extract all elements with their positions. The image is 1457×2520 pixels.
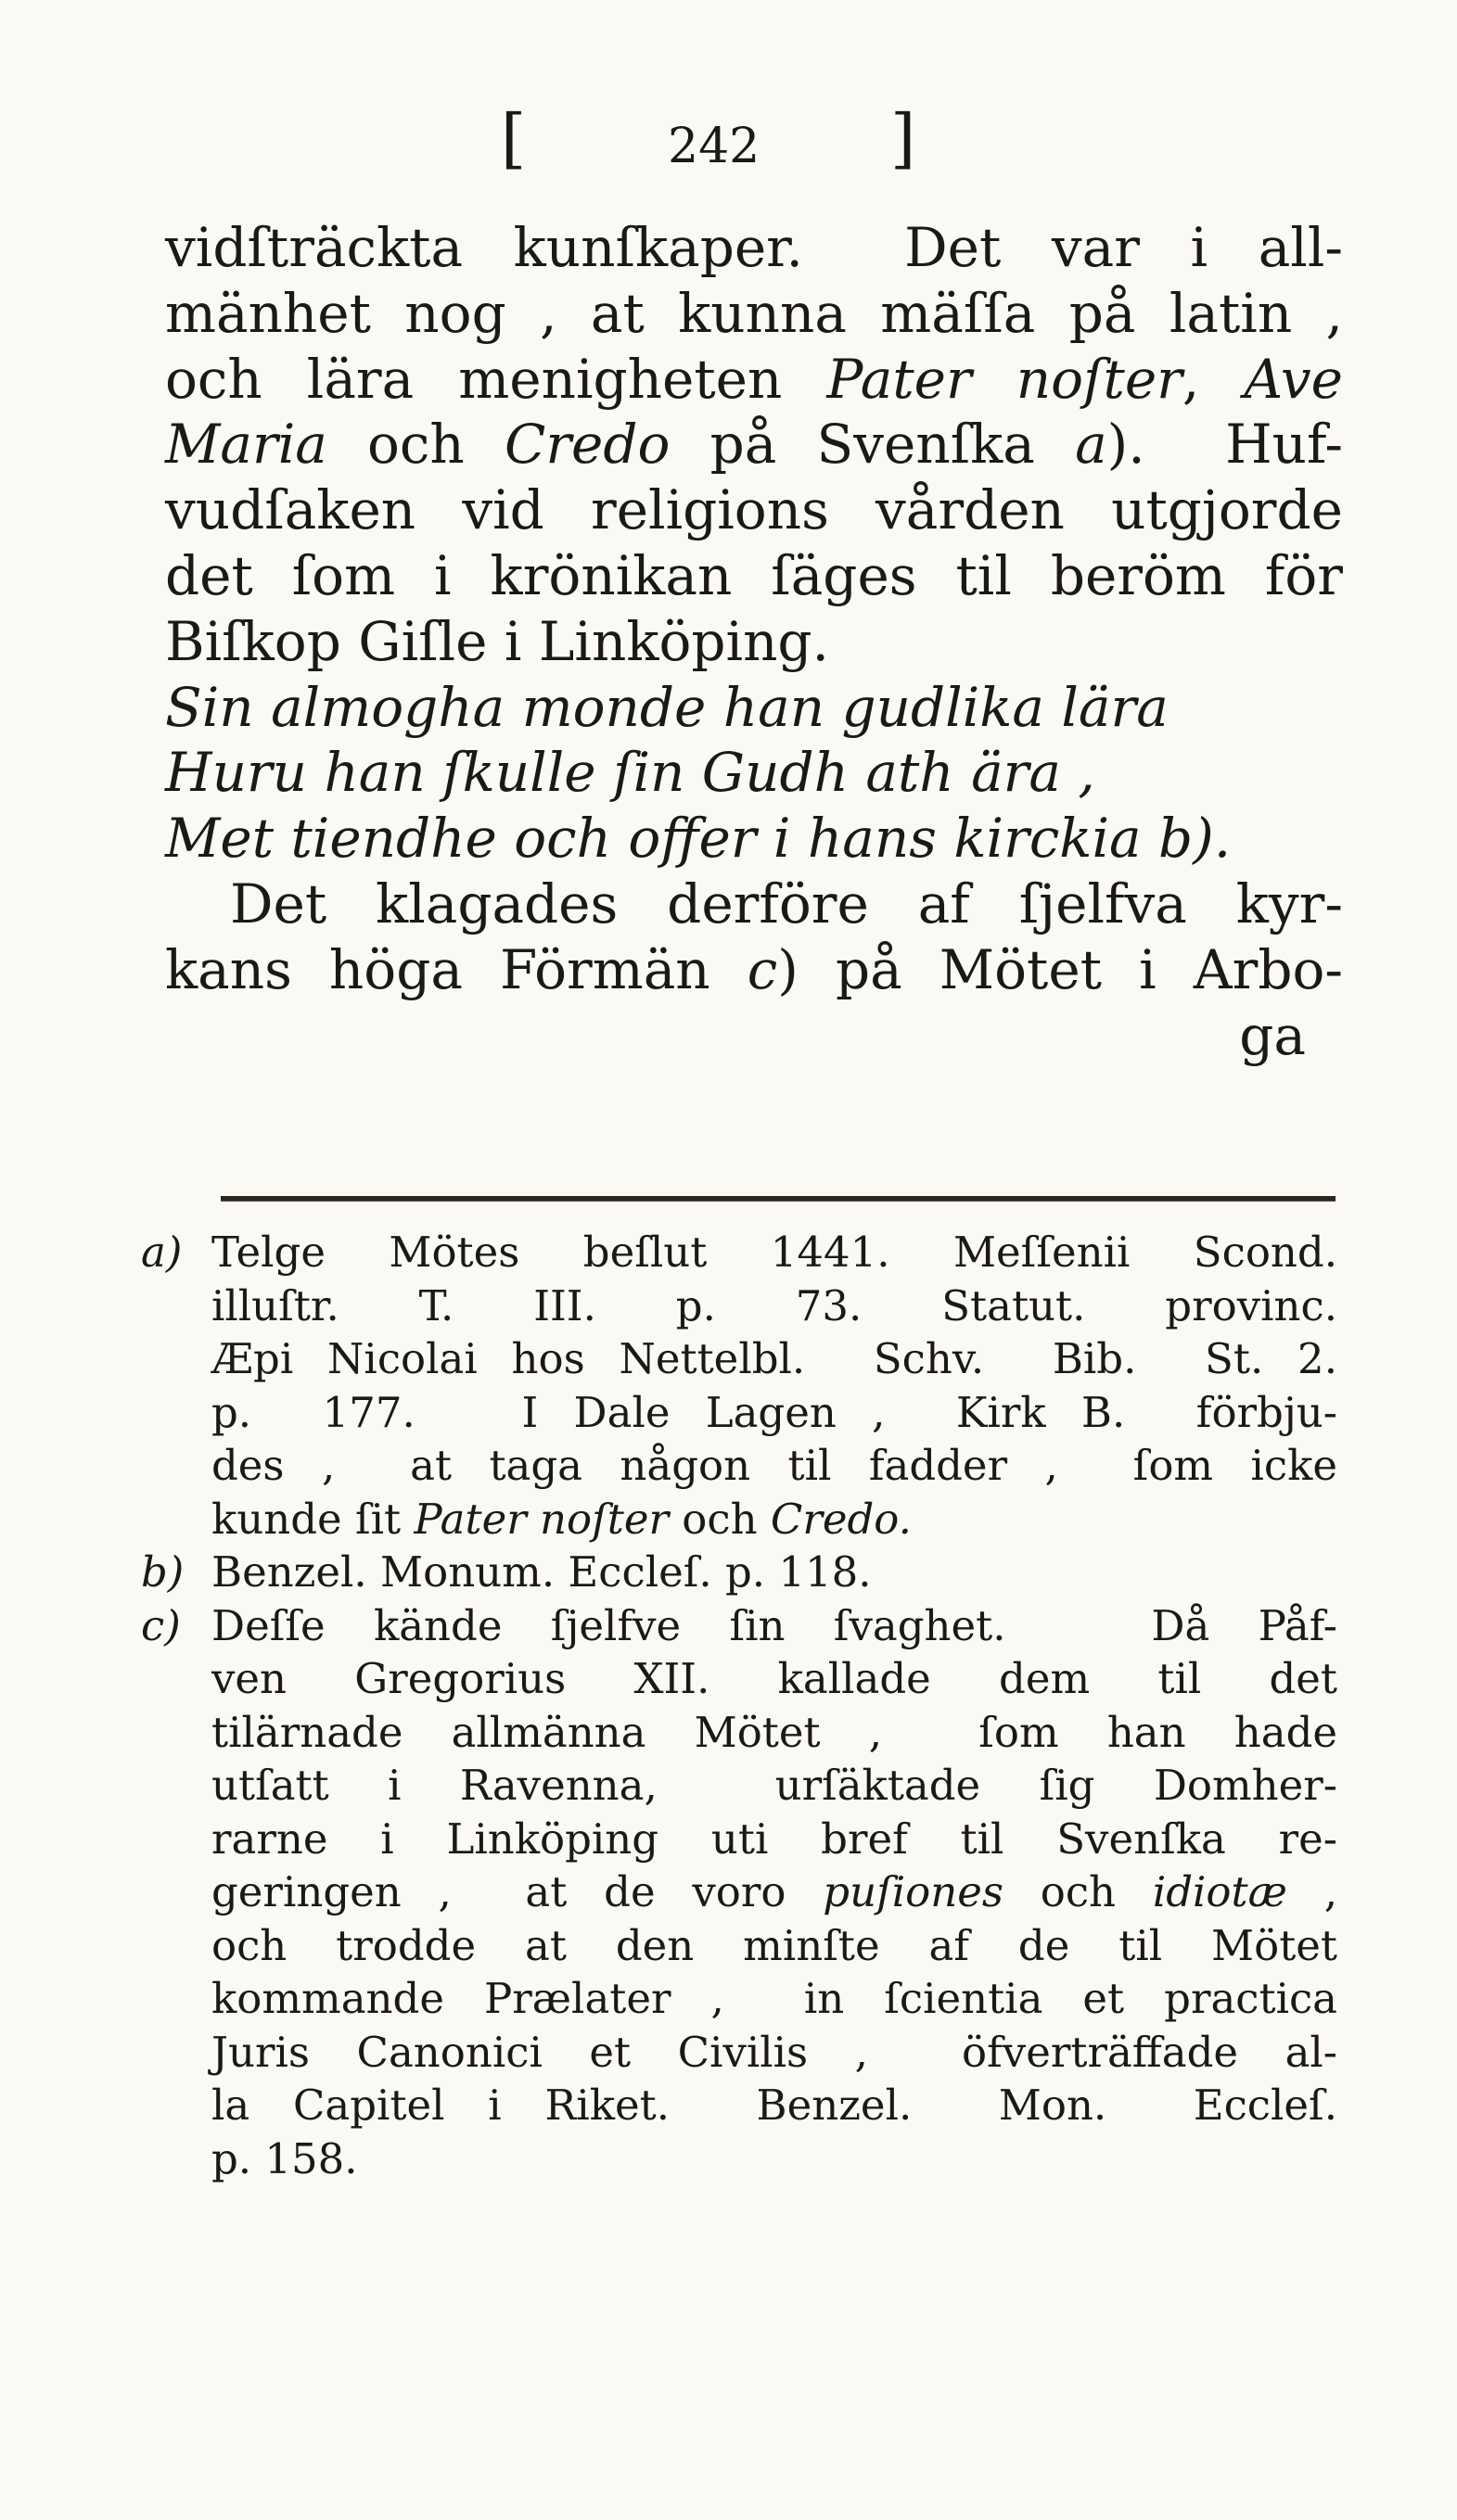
text-run: Benzel. Monum. Eccleſ. p. 118. <box>211 1547 872 1597</box>
text-line <box>165 347 1343 413</box>
text-run: la Capitel i Riket. Benzel. Mon. Eccleſ. <box>211 2081 1337 2130</box>
footnote-line <box>141 1759 1337 1813</box>
text-line: vidſträckta kunſkaper. Det var i all- <box>165 216 1343 279</box>
footnote-line <box>141 1813 1337 1866</box>
footnote-line <box>141 1652 1337 1706</box>
text-run: och <box>326 413 505 477</box>
footnote-divider <box>221 1196 1336 1202</box>
text-run: des , at taga någon til fadder , ſom icke <box>211 1441 1337 1490</box>
text-run: och trodde at den minſte af de til Mötet <box>211 1920 1337 1970</box>
footnote-line <box>141 1599 1337 1653</box>
text-run: p. 158. <box>211 2133 358 2183</box>
text-run: c <box>747 937 778 1001</box>
text-run: , <box>1182 347 1245 411</box>
text-line: ga <box>1239 1003 1306 1067</box>
text-run: Met tiendhe och offer i hans kirckia b <box>165 807 1194 871</box>
page-header <box>482 100 946 184</box>
header-bracket-right: ] <box>890 100 916 176</box>
text-run: Juris Canonici et Civilis , öfverträffade al- <box>211 2027 1337 2077</box>
footnotes <box>141 1226 1337 2185</box>
text-line: det ſom i krönikan ſäges til beröm för <box>165 543 1343 607</box>
footnote-marker: c) <box>141 1600 181 1650</box>
text-run: puſiones <box>823 1867 1003 1916</box>
text-line: mänhet nog , at kunna mäſſa på latin , <box>165 281 1343 345</box>
text-run: illuſtr. T. III. p. 73. Statut. provinc. <box>211 1280 1337 1330</box>
text-run: och lära menigheten <box>165 347 827 411</box>
text-line <box>165 412 1343 477</box>
footnote-line <box>141 1439 1337 1493</box>
text-run: tilärnade allmänna Mötet , ſom han hade <box>211 1707 1337 1757</box>
text-run: a <box>1075 413 1107 477</box>
header-bracket-left: [ <box>501 100 527 176</box>
footnote-line <box>141 2079 1337 2132</box>
text-run: ven Gregorius XII. kallade dem til det <box>211 1654 1337 1703</box>
text-run: Ave <box>1244 347 1344 411</box>
footnote-marker: b) <box>141 1547 185 1597</box>
text-run: ). <box>1193 807 1232 871</box>
text-line: Biſkop Giſle i Linköping. <box>165 609 829 673</box>
text-run: idiotæ <box>1152 1867 1287 1916</box>
footnote-line <box>141 1919 1337 1973</box>
footnote-marker: a) <box>141 1228 183 1277</box>
text-run: Æpi Nicolai hos Nettelbl. Schv. Bib. St. 2. <box>211 1334 1337 1383</box>
text-run: , <box>1286 1867 1337 1916</box>
footnote-line <box>141 1386 1337 1440</box>
text-line: vudſaken vid religions vården utgjorde <box>165 478 1343 542</box>
footnote-line <box>141 1226 1337 1279</box>
text-run: Credo <box>504 413 671 477</box>
footnote-line <box>141 1865 1337 1919</box>
text-run: och <box>669 1494 771 1544</box>
footnote-line <box>141 1279 1337 1333</box>
footnote-line <box>141 2026 1337 2080</box>
page-number: 242 <box>668 119 760 174</box>
text-run: geringen , at de voro <box>211 1867 824 1916</box>
text-run: kommande Prælater , in ſcientia et practica <box>211 1974 1337 2023</box>
footnote-line <box>141 1706 1337 1760</box>
text-run: Maria <box>165 413 327 477</box>
text-line: Huru han ſkulle ſin Gudh ath ära , <box>165 741 1095 805</box>
text-run: p. 177. I Dale Lagen , Kirk B. förbju- <box>211 1387 1337 1437</box>
text-run: Telge Mötes beſlut 1441. Meſſenii Scond. <box>211 1228 1337 1277</box>
text-run: utſatt i Ravenna, urſäktade ſig Domher- <box>211 1761 1337 1810</box>
footnote-line <box>141 2132 1337 2186</box>
text-run: Pater noſter <box>826 347 1182 411</box>
text-run: kans höga Förmän <box>165 937 748 1001</box>
footnote-line <box>141 1493 1337 1546</box>
text-line <box>165 937 1343 1003</box>
body-text <box>165 215 1343 1068</box>
footnote-line <box>141 1972 1337 2026</box>
text-run: ) på Mötet i Arbo- <box>777 937 1343 1001</box>
text-line: Det klagades derföre af ſjelfva kyr- <box>230 872 1343 935</box>
text-run: Pater noſter <box>414 1494 669 1544</box>
text-run: på Svenſka <box>670 413 1076 477</box>
text-run: Credo. <box>770 1494 912 1544</box>
footnote-line <box>141 1546 1337 1599</box>
text-run: och <box>1003 1867 1153 1916</box>
text-run: rarne i Linköping uti bref til Svenſka re- <box>211 1814 1337 1864</box>
text-line: Sin almogha monde han gudlika lära <box>165 675 1169 739</box>
footnote-line <box>141 1332 1337 1386</box>
text-run: Deſſe kände ſjelfve ſin ſvaghet. Då Påf- <box>211 1600 1337 1650</box>
text-run: ). Huf- <box>1106 413 1344 477</box>
text-run: kunde ſit <box>211 1494 415 1544</box>
text-line <box>165 806 1343 872</box>
